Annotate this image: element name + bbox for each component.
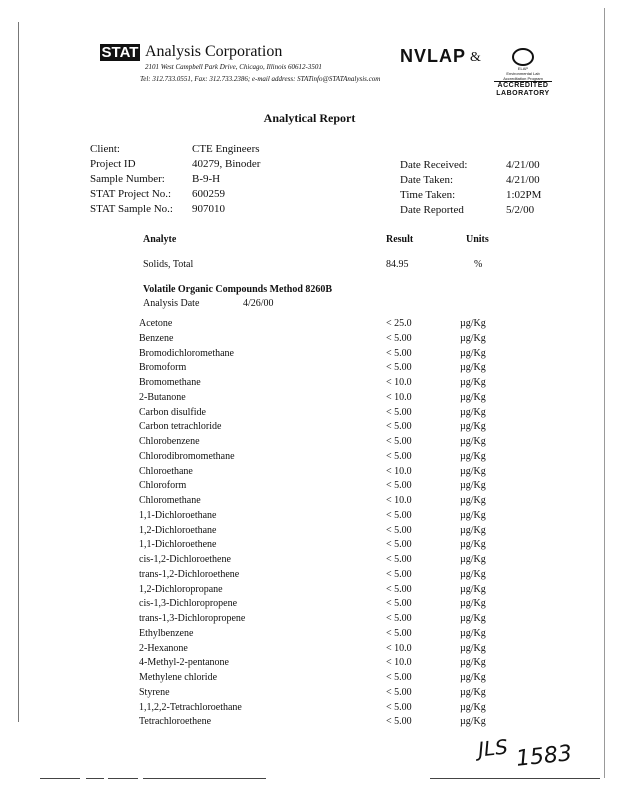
voc-result: < 5.00 [386, 613, 412, 624]
accreditation-seal [494, 48, 552, 97]
laboratory-label: LABORATORY [496, 90, 550, 97]
voc-result: < 5.00 [386, 539, 412, 551]
voc-units: µg/Kg [460, 332, 486, 344]
info-value: B-9-H [192, 173, 221, 185]
voc-units: µg/Kg [460, 701, 486, 713]
voc-result: < 5.00 [386, 347, 412, 359]
voc-analyte: Tetrachloroethene [139, 716, 212, 728]
info-value: 1:02PM [506, 189, 542, 201]
voc-analyte: trans-1,3-Dichloropropene [139, 613, 246, 624]
voc-units: µg/Kg [460, 539, 486, 551]
solids-units: % [474, 259, 483, 270]
voc-result: < 10.0 [386, 391, 412, 403]
info-label: Project ID [90, 158, 136, 170]
handwritten-initials: JLS [476, 734, 509, 762]
footer-rule [108, 778, 138, 779]
analysis-date-label: Analysis Date [143, 298, 200, 309]
voc-analyte: Chloromethane [139, 495, 201, 506]
voc-analyte: Chloroform [139, 480, 187, 492]
voc-analyte: Methylene chloride [139, 672, 218, 683]
voc-analyte: Styrene [139, 686, 170, 698]
voc-analyte: Bromomethane [139, 377, 201, 388]
voc-units: µg/Kg [460, 642, 486, 654]
footer-rule [86, 778, 104, 779]
report-title: Analytical Report [263, 111, 356, 125]
footer-rule [430, 778, 600, 779]
voc-analyte: Chlorobenzene [139, 436, 200, 447]
accredited-label: ACCREDITED [494, 81, 552, 90]
accreditation-text: Accreditation Program [503, 76, 543, 81]
info-value: 600259 [192, 188, 225, 200]
voc-result: < 5.00 [386, 362, 412, 374]
voc-units: µg/Kg [460, 686, 486, 698]
voc-units: µg/Kg [460, 716, 486, 728]
voc-units: µg/Kg [460, 554, 486, 565]
voc-analyte: 1,2-Dichloropropane [139, 583, 223, 595]
voc-result: < 5.00 [386, 672, 412, 683]
voc-analyte: Acetone [139, 318, 173, 329]
voc-units: µg/Kg [460, 450, 486, 462]
voc-analyte: 4-Methyl-2-pentanone [139, 657, 229, 669]
voc-analyte: Bromodichloromethane [139, 347, 234, 359]
nvlap-logo: NVLAP [400, 46, 467, 66]
company-address: 2101 West Campbell Park Drive, Chicago, Illinois 60612-3501 [145, 63, 322, 71]
info-value: 4/21/00 [506, 174, 540, 186]
footer-rule [40, 778, 80, 779]
column-header-units: Units [466, 234, 489, 245]
voc-result: < 5.00 [386, 598, 412, 610]
voc-analyte: Chlorodibromomethane [139, 450, 235, 462]
voc-units: µg/Kg [460, 568, 486, 580]
info-label: STAT Project No.: [90, 188, 172, 200]
page-edge-left [18, 22, 19, 722]
footer-rule [143, 778, 266, 779]
voc-result: < 5.00 [386, 406, 412, 418]
voc-result: < 5.00 [386, 509, 412, 521]
info-label: STAT Sample No.: [90, 203, 173, 215]
voc-analyte: Ethylbenzene [139, 627, 194, 639]
voc-heading: Volatile Organic Compounds Method 8260B [143, 284, 333, 295]
voc-analyte: 2-Hexanone [139, 642, 188, 654]
accreditation-text: Environmental Lab [506, 71, 540, 76]
voc-units: µg/Kg [460, 391, 486, 403]
solids-analyte: Solids, Total [143, 259, 194, 270]
voc-result: < 10.0 [386, 377, 412, 388]
voc-analyte: 1,1-Dichloroethane [139, 509, 217, 521]
voc-units: µg/Kg [460, 657, 486, 669]
voc-units: µg/Kg [460, 627, 486, 639]
voc-result: < 5.00 [386, 701, 412, 713]
accreditation-emblem-icon [512, 48, 534, 66]
voc-units: µg/Kg [460, 318, 486, 329]
voc-result: < 5.00 [386, 627, 412, 639]
info-label: Date Received: [400, 159, 468, 171]
info-value: CTE Engineers [192, 143, 260, 155]
info-value: 907010 [192, 203, 225, 215]
voc-result: < 5.00 [386, 524, 412, 536]
voc-analyte: 2-Butanone [139, 391, 186, 403]
voc-units: µg/Kg [460, 583, 486, 595]
info-label: Date Reported [400, 204, 464, 216]
voc-result: < 5.00 [386, 332, 412, 344]
voc-units: µg/Kg [460, 421, 486, 433]
voc-analyte: trans-1,2-Dichloroethene [139, 568, 240, 580]
voc-units: µg/Kg [460, 672, 486, 683]
voc-result: < 10.0 [386, 465, 412, 477]
voc-units: µg/Kg [460, 347, 486, 359]
info-label: Sample Number: [90, 173, 165, 185]
voc-result: < 10.0 [386, 657, 412, 669]
column-header-analyte: Analyte [143, 234, 177, 245]
company-contact: Tel: 312.733.0551, Fax: 312.733.2386; e-mail address: STATinfo@STATAnalysis.com [140, 75, 381, 83]
voc-result: < 5.00 [386, 583, 412, 595]
solids-result: 84.95 [386, 259, 409, 270]
ampersand: & [470, 50, 481, 65]
info-label: Time Taken: [400, 189, 456, 201]
voc-units: µg/Kg [460, 377, 486, 388]
voc-result: < 10.0 [386, 495, 412, 506]
company-name: Analysis Corporation [145, 43, 283, 60]
info-value: 4/21/00 [506, 159, 540, 171]
voc-analyte: cis-1,3-Dichloropropene [139, 598, 238, 610]
voc-units: µg/Kg [460, 362, 486, 374]
stat-logo: STAT [101, 44, 139, 61]
voc-units: µg/Kg [460, 613, 486, 624]
voc-result: < 5.00 [386, 686, 412, 698]
voc-result: < 5.00 [386, 421, 412, 433]
voc-result: < 5.00 [386, 716, 412, 728]
voc-analyte: Bromoform [139, 362, 187, 374]
voc-units: µg/Kg [460, 480, 486, 492]
info-value: 5/2/00 [506, 204, 535, 216]
voc-analyte: 1,1,2,2-Tetrachloroethane [139, 701, 242, 713]
voc-analyte: Chloroethane [139, 465, 193, 477]
voc-analyte: 1,2-Dichloroethane [139, 524, 217, 536]
voc-analyte: cis-1,2-Dichloroethene [139, 554, 231, 565]
voc-result: < 5.00 [386, 436, 412, 447]
voc-units: µg/Kg [460, 509, 486, 521]
voc-result: < 25.0 [386, 318, 412, 329]
info-label: Date Taken: [400, 174, 454, 186]
handwritten-page-number: 1583 [514, 741, 574, 772]
info-value: 40279, Binoder [192, 158, 261, 170]
voc-result: < 5.00 [386, 480, 412, 492]
voc-result: < 10.0 [386, 642, 412, 654]
voc-analyte: Carbon disulfide [139, 406, 206, 418]
voc-analyte: 1,1-Dichloroethene [139, 539, 217, 551]
voc-result: < 5.00 [386, 554, 412, 565]
voc-units: µg/Kg [460, 436, 486, 447]
voc-analyte: Carbon tetrachloride [139, 421, 222, 433]
voc-units: µg/Kg [460, 524, 486, 536]
voc-units: µg/Kg [460, 598, 486, 610]
voc-units: µg/Kg [460, 406, 486, 418]
voc-units: µg/Kg [460, 495, 486, 506]
voc-units: µg/Kg [460, 465, 486, 477]
analysis-date-value: 4/26/00 [243, 298, 274, 309]
accreditation-text: ELAP [517, 66, 529, 71]
voc-analyte: Benzene [139, 332, 174, 344]
column-header-result: Result [386, 234, 414, 245]
voc-result: < 5.00 [386, 450, 412, 462]
voc-result: < 5.00 [386, 568, 412, 580]
info-label: Client: [90, 143, 120, 155]
